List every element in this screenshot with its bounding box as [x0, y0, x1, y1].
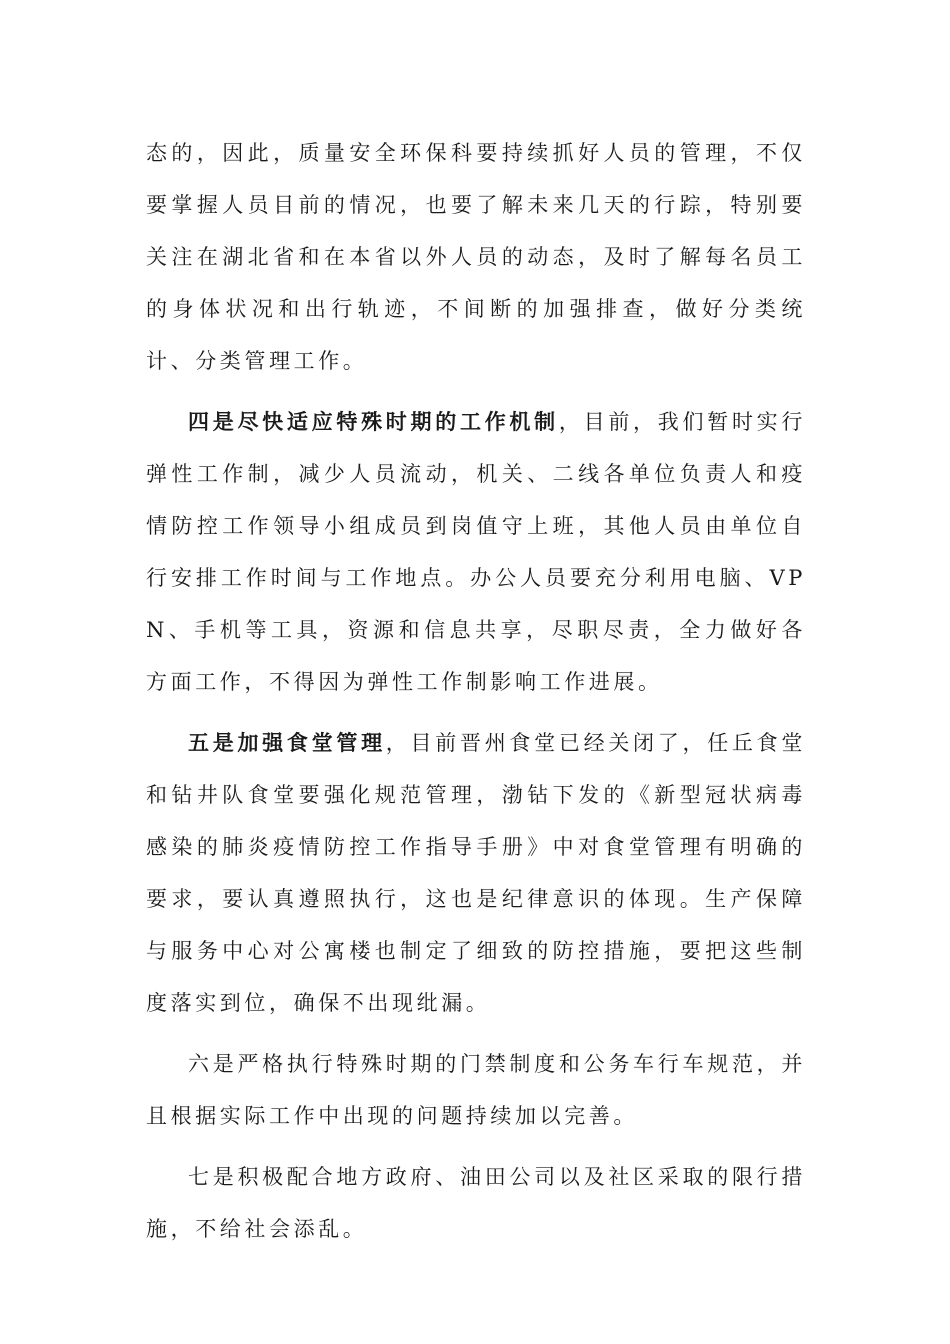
- paragraph-work-mechanism: [146, 396, 806, 708]
- paragraph-lead: 四是尽快适应特殊时期的工作机制: [188, 409, 559, 434]
- paragraph-text: 态的，因此，质量安全环保科要持续抓好人员的管理，不仅要掌握人员目前的情况，也要了解未来几天的行踪，特别要关注在湖北省和在本省以外人员的动态，及时了解每名员工的身体状况和出行轨迹，不间断的加强排查，做好分类统计、分类管理工作。: [146, 141, 806, 373]
- paragraph-text: 七是积极配合地方政府、油田公司以及社区采取的限行措施，不给社会添乱。: [146, 1165, 806, 1241]
- paragraph-canteen-management: [146, 717, 806, 1029]
- document-body: [146, 127, 806, 1255]
- paragraph-lead: 五是加强食堂管理: [188, 730, 386, 755]
- paragraph-access-control: [146, 1038, 806, 1142]
- paragraph-text: 六是严格执行特殊时期的门禁制度和公务车行车规范，并且根据实际工作中出现的问题持续加以完善。: [146, 1052, 806, 1128]
- paragraph-text: ，目前晋州食堂已经关闭了，任丘食堂和钻井队食堂要强化规范管理，渤钻下发的《新型冠状病毒感染的肺炎疫情防控工作指导手册》中对食堂管理有明确的要求，要认真遵照执行，这也是纪律意识的体现。生产保障与服务中心对公寓楼也制定了细致的防控措施，要把这些制度落实到位，确保不出现纰漏。: [146, 731, 806, 1015]
- paragraph-restrictions: [146, 1151, 806, 1255]
- paragraph-personnel-management: [146, 127, 806, 387]
- paragraph-text: ，目前，我们暂时实行弹性工作制，减少人员流动，机关、二线各单位负责人和疫情防控工作领导小组成员到岗值守上班，其他人员由单位自行安排工作时间与工作地点。办公人员要充分利用电脑、VPN、手机等工具，资源和信息共享，尽职尽责，全力做好各方面工作，不得因为弹性工作制影响工作进展。: [146, 410, 806, 694]
